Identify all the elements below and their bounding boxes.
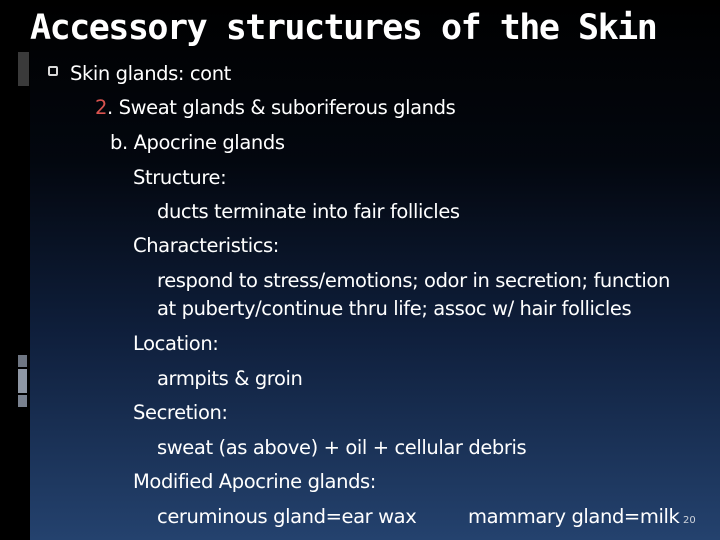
side-decor-bar (18, 369, 27, 393)
modified-text-ceruminous: ceruminous gland=ear wax (157, 505, 417, 528)
side-decor-bar (18, 395, 27, 407)
modified-heading: Modified Apocrine glands: (133, 470, 376, 493)
location-heading: Location: (133, 332, 219, 355)
modified-text-mammary: mammary gland=milk (468, 505, 680, 528)
characteristics-heading: Characteristics: (133, 234, 279, 257)
characteristics-text-line2: at puberty/continue thru life; assoc w/ hair follicles (157, 297, 632, 320)
slide-title: Accessory structures of the Skin (30, 8, 657, 48)
side-decor-bar (18, 355, 27, 367)
checkbox-bullet-icon (48, 66, 58, 76)
characteristics-text-line1: respond to stress/emotions; odor in secretion; function (157, 269, 670, 292)
sub-item: b. Apocrine glands (110, 131, 285, 154)
bullet-text: Skin glands: cont (70, 62, 231, 85)
location-text: armpits & groin (157, 367, 303, 390)
title-accent-block (18, 52, 29, 86)
secretion-heading: Secretion: (133, 401, 228, 424)
slide-number: 20 (683, 515, 696, 526)
structure-text: ducts terminate into fair follicles (157, 200, 460, 223)
list-item (95, 96, 455, 120)
structure-heading: Structure: (133, 166, 227, 189)
item-text: . Sweat glands & suboriferous glands (107, 96, 456, 119)
item-number: 2 (95, 96, 108, 119)
secretion-text: sweat (as above) + oil + cellular debris (157, 436, 527, 459)
